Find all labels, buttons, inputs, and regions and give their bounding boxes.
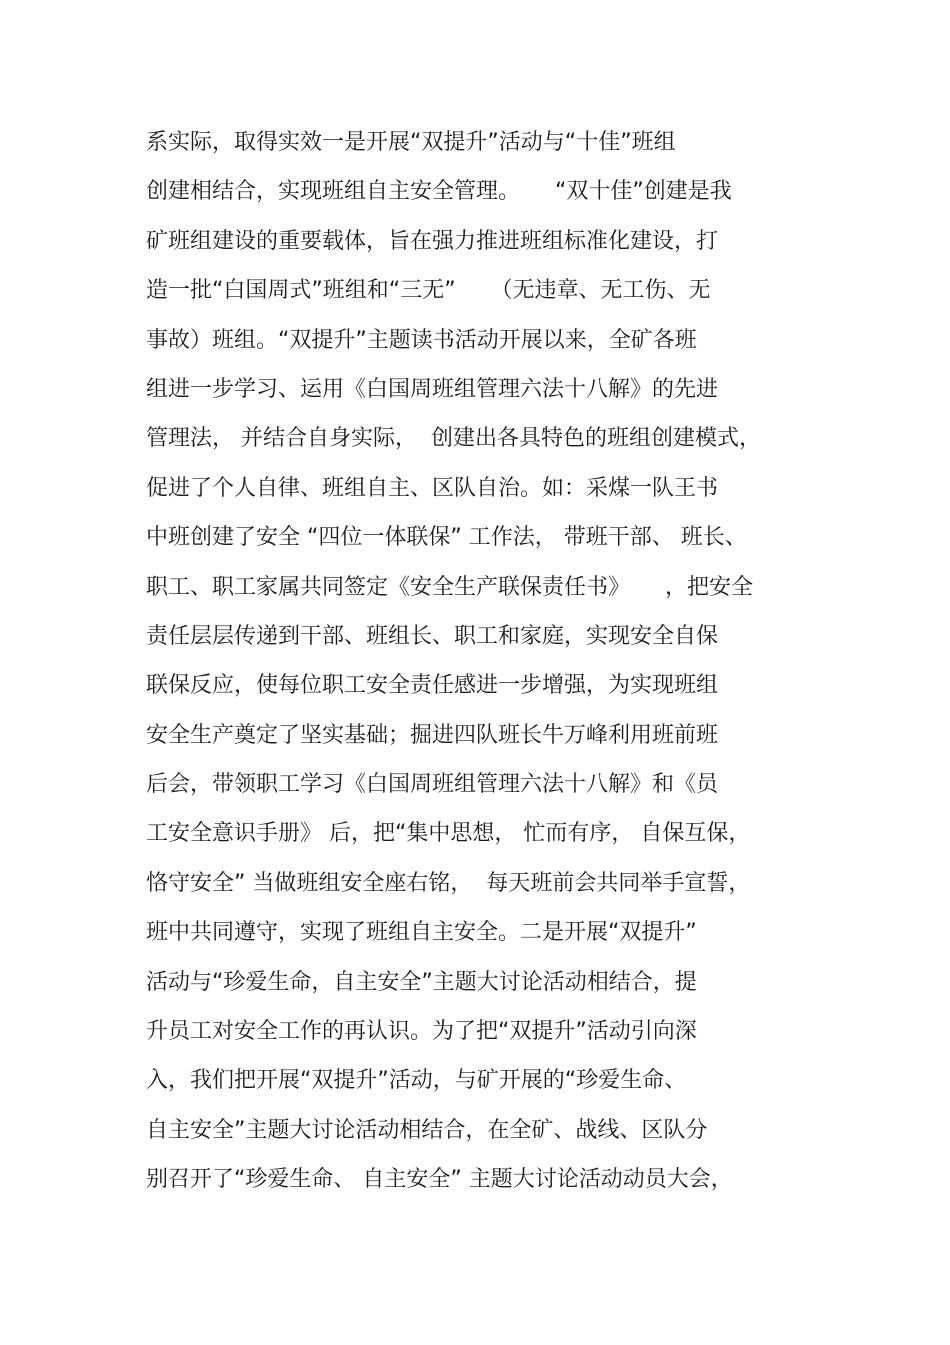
text-line-7: 管理法， 并结合自身实际， 创建出各具特色的班组创建模式， (146, 426, 761, 452)
text-line-14: 后会，带领职工学习《白国周班组管理六法十八解》和《员 (146, 772, 719, 798)
text-line-15: 工安全意识手册》 后，把“集中思想， 忙而有序， 自保互保， (146, 821, 751, 847)
text-line-19: 升员工对安全工作的再认识。为了把“双提升”活动引向深 (146, 1019, 697, 1045)
text-line-17: 班中共同遵守，实现了班组自主安全。二是开展“双提升” (146, 920, 697, 946)
text-line-16: 恪守安全” 当做班组安全座右铭， 每天班前会共同举手宣誓， (146, 870, 751, 896)
text-line-3: 矿班组建设的重要载体，旨在强力推进班组标准化建设，打 (146, 228, 719, 254)
text-line-10: 职工、职工家属共同签定《安全生产联保责任书》 ，把安全 (146, 574, 753, 600)
text-line-18: 活动与“珍爱生命，自主安全”主题大讨论活动相结合，提 (146, 969, 697, 995)
body-text (146, 118, 846, 1205)
text-line-1: 系实际，取得实效一是开展“双提升”活动与“十佳”班组 (146, 130, 676, 155)
text-line-22: 别召开了“珍爱生命、 自主安全” 主题大讨论活动动员大会， (146, 1167, 733, 1193)
text-line-12: 联保反应，使每位职工安全责任感进一步增强，为实现班组 (146, 673, 719, 699)
text-line-13: 安全生产奠定了坚实基础；掘进四队班长牛万峰利用班前班 (146, 722, 719, 748)
text-line-9: 中班创建了安全 “四位一体联保” 工作法， 带班干部、 班长、 (146, 525, 747, 551)
text-line-20: 入，我们把开展“双提升”活动，与矿开展的“珍爱生命、 (146, 1068, 687, 1094)
text-line-5: 事故）班组。“双提升”主题读书活动开展以来，全矿各班 (146, 327, 697, 353)
text-line-6: 组进一步学习、运用《白国周班组管理六法十八解》的先进 (146, 376, 719, 402)
text-line-2: 创建相结合，实现班组自主安全管理。 “双十佳”创建是我 (146, 179, 732, 205)
text-line-4: 造一批“白国周式”班组和“三无” （无违章、无工伤、无 (146, 278, 711, 304)
text-line-8: 促进了个人自律、班组自主、区队自治。如：采煤一队王书 (146, 475, 719, 501)
text-line-11: 责任层层传递到干部、班组长、职工和家庭，实现安全自保 (146, 623, 719, 649)
text-line-21: 自主安全”主题大讨论活动相结合，在全矿、战线、区队分 (146, 1117, 708, 1143)
